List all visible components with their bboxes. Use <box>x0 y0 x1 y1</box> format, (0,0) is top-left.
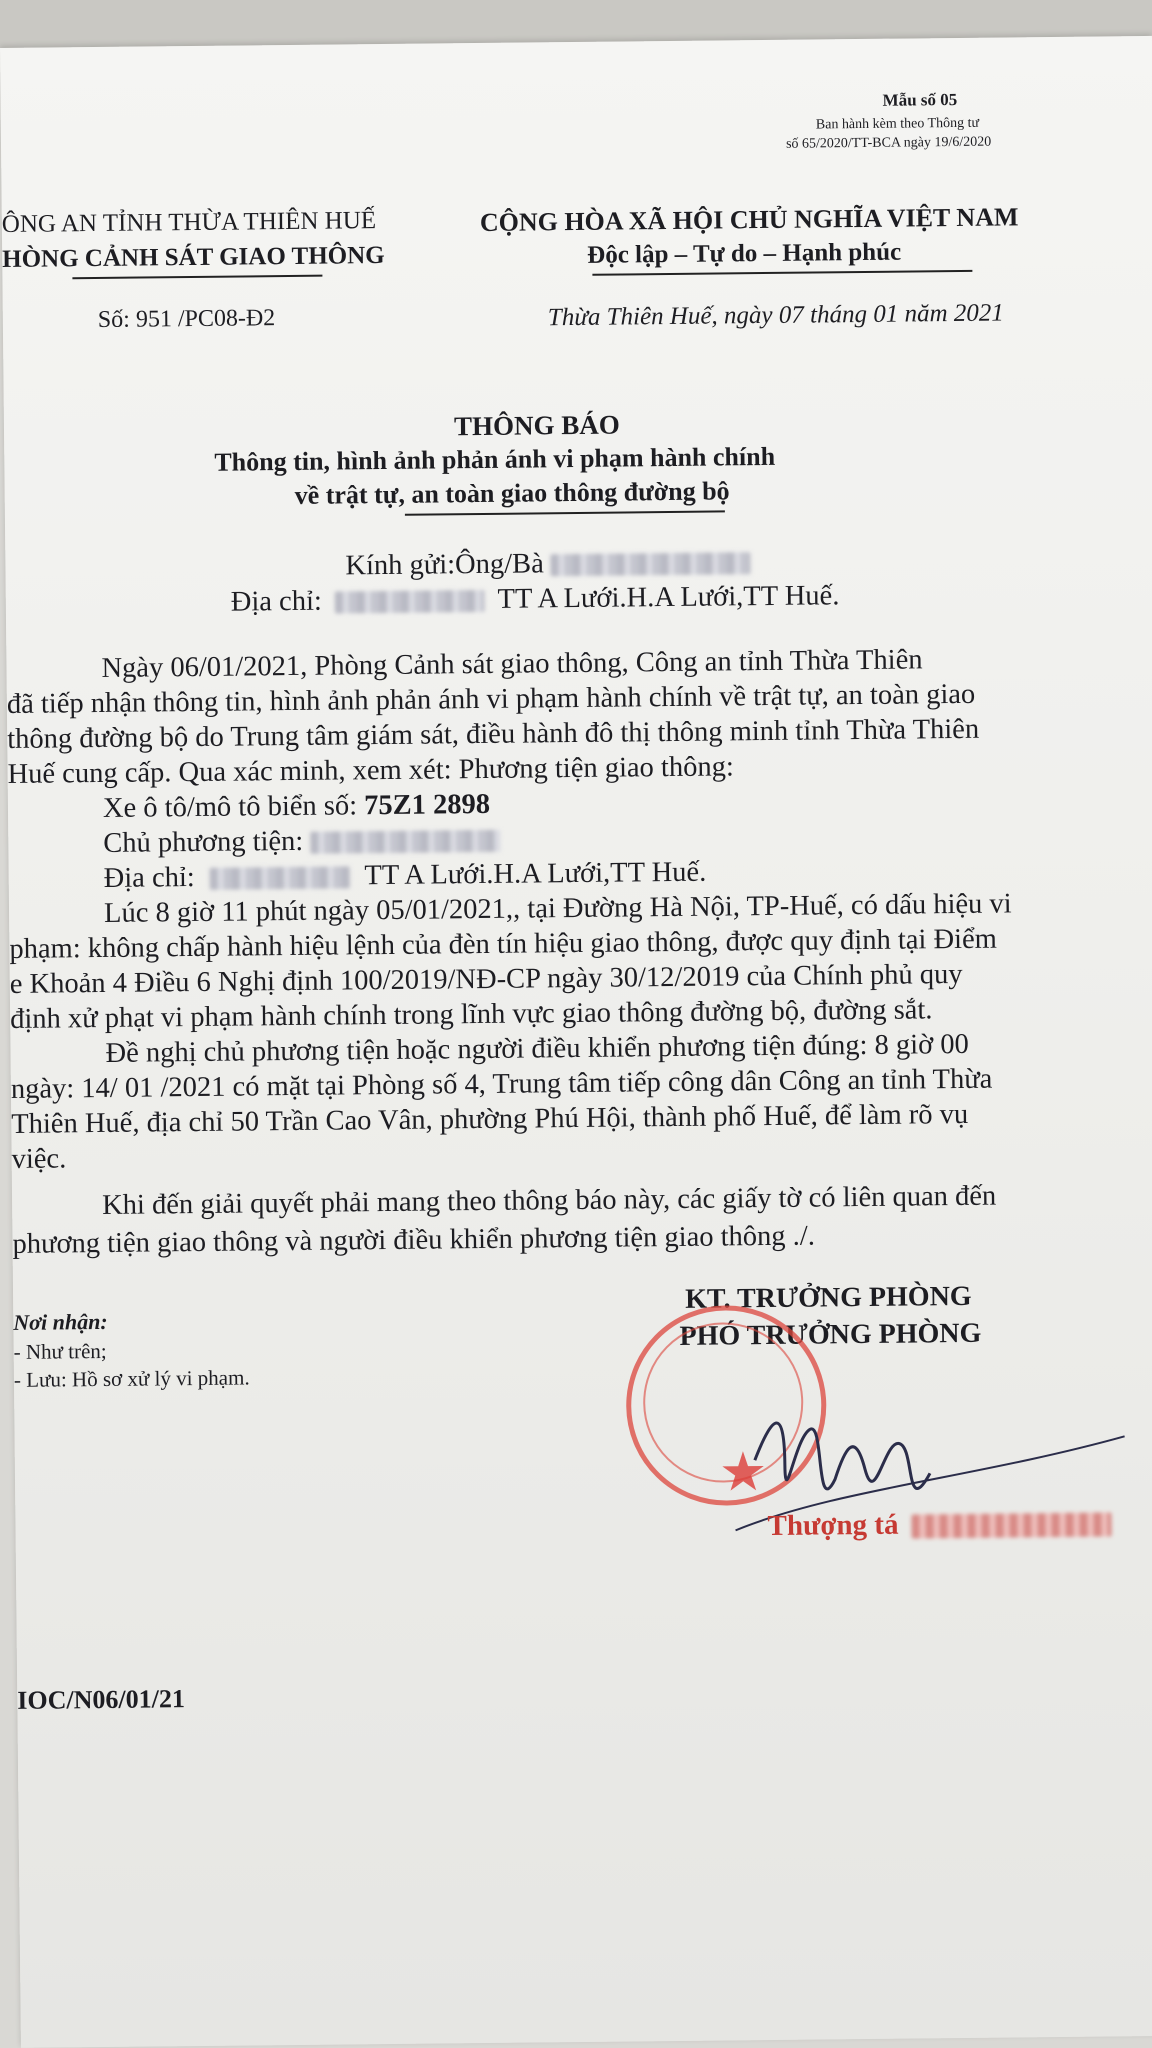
subtitle-underline <box>405 510 725 515</box>
body-p1-line1: Ngày 06/01/2021, Phòng Cảnh sát giao thông, Công an tỉnh Thừa Thiên <box>101 644 923 684</box>
document-number: Số: 951 /PC08-Đ2 <box>97 305 276 333</box>
redacted-owner-address <box>210 867 350 890</box>
signer-rank-line <box>767 1506 1112 1543</box>
document-title: THÔNG BÁO <box>453 409 620 442</box>
recipient-address <box>231 582 840 617</box>
body-p2-line1: Lúc 8 giờ 11 phút ngày 05/01/2021,, tại Đường Hà Nội, TP-Huế, có dấu hiệu vi <box>103 888 1012 929</box>
body-p2-line2: phạm: không chấp hành hiệu lệnh của đèn tín hiệu giao thông, được quy định tại Điểm <box>9 923 997 965</box>
body-p3-line4: việc. <box>11 1143 67 1175</box>
form-issued-line2: số 65/2020/TT-BCA ngày 19/6/2020 <box>785 134 992 152</box>
signer-rank: Thượng tá <box>767 1508 899 1543</box>
vehicle-plate-label: Xe ô tô/mô tô biển số: <box>102 790 358 824</box>
document-page <box>0 36 1152 2048</box>
body-p4-line1: Khi đến giải quyết phải mang theo thông báo này, các giấy tờ có liên quan đến <box>101 1180 997 1221</box>
recipients-item-2: - Lưu: Hồ sơ xử lý vi phạm. <box>13 1365 250 1392</box>
recipients-item-1: - Như trên; <box>13 1338 107 1364</box>
redacted-owner-name <box>310 830 500 854</box>
vehicle-owner-line <box>103 826 500 859</box>
vehicle-plate-number: 75Z1 2898 <box>364 788 491 822</box>
body-p3-line1: Đề nghị chủ phương tiện hoặc người điều khiển phương tiện đúng: 8 giờ 00 <box>105 1028 969 1069</box>
national-title: CỘNG HÒA XÃ HỘI CHỦ NGHĨA VIỆT NAM <box>479 202 1019 237</box>
redacted-recipient-address <box>335 590 485 614</box>
document-subtitle-line1: Thông tin, hình ảnh phản ánh vi phạm hành chính <box>214 441 776 477</box>
recipient-address-value: TT A Lưới.H.A Lưới,TT Huế. <box>497 580 840 615</box>
body-p2-line4: định xử phạt vi phạm hành chính trong lĩnh vực giao thông đường bộ, đường sắt. <box>10 994 933 1035</box>
body-p1-line3: thông đường bộ do Trung tâm giám sát, điều hành đô thị thông minh tỉnh Thừa Thiên <box>7 713 980 755</box>
recipients-heading: Nơi nhận: <box>13 1308 108 1335</box>
stamp-star-icon: ★ <box>718 1440 768 1504</box>
body-p3-line2: ngày: 14/ 01 /2021 có mặt tại Phòng số 4, Trung tâm tiếp công dân Công an tỉnh Thừa <box>10 1063 993 1105</box>
document-subtitle-line2: về trật tự, an toàn giao thông đường bộ <box>294 476 730 510</box>
body-p2-line3: e Khoản 4 Điều 6 Nghị định 100/2019/NĐ-CP ngày 30/12/2019 của Chính phủ quy <box>9 958 963 1000</box>
form-issued-line1: Ban hành kèm theo Thông tư <box>815 115 980 133</box>
document-reference-code: IOC/N06/01/21 <box>17 1684 186 1715</box>
redacted-recipient-name <box>551 553 751 577</box>
signature-title-deputy: PHÓ TRƯỞNG PHÒNG <box>679 1317 982 1352</box>
vehicle-address-label: Địa chỉ: <box>103 862 195 894</box>
form-number: Mẫu số 05 <box>882 89 958 110</box>
body-p3-line3: Thiên Huế, địa chỉ 50 Trần Cao Vân, phường Phú Hội, thành phố Huế, để làm rõ vụ <box>11 1098 969 1140</box>
body-p1-line4: Huế cung cấp. Qua xác minh, xem xét: Phương tiện giao thông: <box>7 751 734 790</box>
department-name: HÒNG CẢNH SÁT GIAO THÔNG <box>2 241 385 273</box>
recipient-line <box>345 548 751 581</box>
department-underline <box>72 275 322 280</box>
signature-title-kt: KT. TRƯỞNG PHÒNG <box>684 1280 972 1315</box>
body-p4-line2: phương tiện giao thông và người điều khiển phương tiện giao thông ./. <box>12 1220 816 1260</box>
agency-name: ÔNG AN TỈNH THỪA THIÊN HUẾ <box>1 207 377 238</box>
vehicle-address-value: TT A Lưới.H.A Lưới,TT Huế. <box>364 856 707 892</box>
document-date: Thừa Thiên Huế, ngày 07 tháng 01 năm 2021 <box>547 299 1004 332</box>
recipient-label: Kính gửi:Ông/Bà <box>345 548 544 582</box>
vehicle-address-line <box>103 856 707 894</box>
motto-underline <box>592 270 972 276</box>
vehicle-plate-line <box>102 788 491 824</box>
body-p1-line2: đã tiếp nhận thông tin, hình ảnh phản ánh vi phạm hành chính về trật tự, an toàn giao <box>6 678 976 720</box>
recipient-address-label: Địa chỉ: <box>230 585 322 618</box>
redacted-signer-name <box>912 1513 1112 1539</box>
national-motto: Độc lập – Tự do – Hạnh phúc <box>587 238 902 269</box>
vehicle-owner-label: Chủ phương tiện: <box>103 825 304 859</box>
